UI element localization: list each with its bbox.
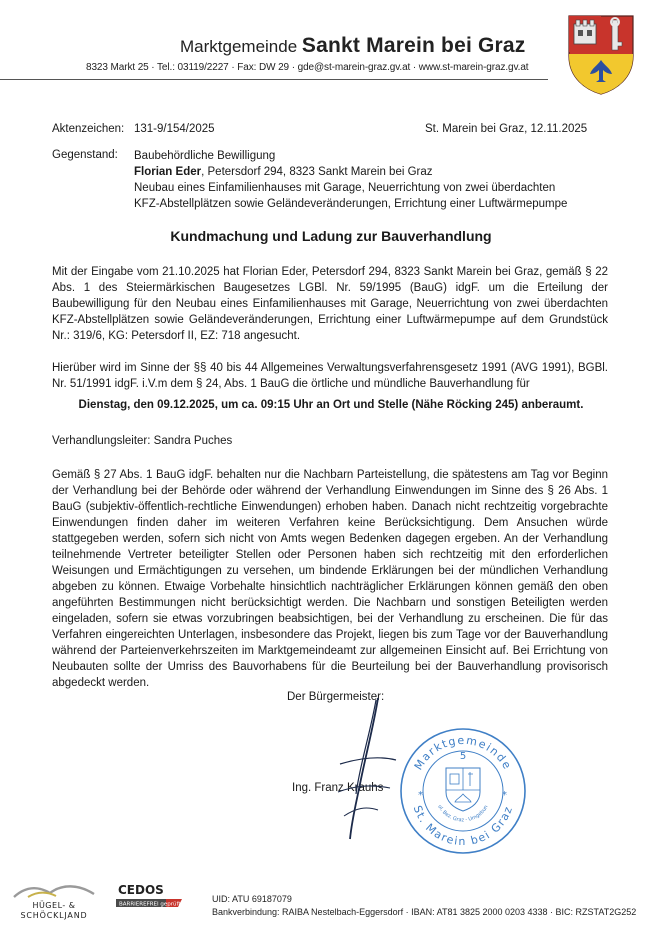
mayor-role: Der Bürgermeister: <box>287 691 385 703</box>
document-heading: Kundmachung und Ladung zur Bauverhandlung <box>170 228 492 244</box>
title-main: Sankt Marein bei Graz <box>301 34 526 57</box>
subject-project-line2: KFZ-Abstellplätzen sowie Geländeveränderungen, Errichtung einer Luftwärmepumpe <box>134 198 568 210</box>
subject-block <box>134 148 604 212</box>
paragraph-application: Mit der Eingabe vom 21.10.2025 hat Florian Eder, Petersdorf 294, 8323 Sankt Marein bei Graz, gemäß § 22 Abs. 1 des Steiermärkischen Baugesetzes LGBl. Nr. 59/1995 (BauG) idgF. um die Erteilung der Baubewilligung für den Neubau eines Einfamilienhauses mit Garage, Neuerrichtung von zwei überdachten KFZ-Abstellplätzen sowie Geländeveränderungen, Errichtung einer Luftwärmepumpe auf dem Grundstück Nr.: 319/6, KG: Petersdorf II, EZ: 718 angesucht. <box>52 266 608 342</box>
applicant-address: , Petersdorf 294, 8323 Sankt Marein bei Graz <box>201 166 433 178</box>
svg-text:HÜGEL- &: HÜGEL- & <box>32 901 76 910</box>
handwritten-signature-icon <box>330 694 400 844</box>
cedos-logo-icon <box>112 878 188 918</box>
place-date: St. Marein bei Graz, 12.11.2025 <box>425 123 588 135</box>
mayor-name: Ing. Franz Krauhs <box>292 782 384 794</box>
hearing-leader: Verhandlungsleiter: Sandra Puches <box>52 435 233 447</box>
footer-bank: Bankverbindung: RAIBA Nestelbach-Eggersdorf · IBAN: AT81 3825 2000 0203 4338 · BIC: RZSTAT2G252 <box>212 907 637 917</box>
appointment-line: Dienstag, den 09.12.2025, um ca. 09:15 Uhr an Ort und Stelle (Nähe Röcking 245) anberaumt. <box>78 399 584 411</box>
subject-applicant <box>134 164 604 180</box>
subject-type: Baubehördliche Bewilligung <box>134 150 276 162</box>
subject-label: Gegenstand: <box>52 149 118 161</box>
footer-bank-info <box>212 893 636 919</box>
header-divider <box>0 79 548 80</box>
file-number-label: Aktenzeichen: <box>52 123 125 135</box>
svg-text:Marktgemeinde: Marktgemeinde <box>411 733 515 773</box>
applicant-name: Florian Eder <box>134 166 202 178</box>
footer-uid: UID: ATU 69187079 <box>212 894 292 904</box>
svg-text:5: 5 <box>459 751 467 762</box>
title-prefix: Marktgemeinde <box>180 37 298 56</box>
paragraph-legal-notes: Gemäß § 27 Abs. 1 BauG idgF. behalten nur die Nachbarn Parteistellung, die spätestens am Tag vor Beginn der Verhandlung bei der Behörde oder während der Verhandlung Einwendungen im Sinne des § 26 Abs. 1 BauG (subjektiv-öffentlich-rechtliche Einwendungen) erhoben haben. Danach nicht rechtzeitig vorgebrachte Einwendungen finden daher im weiteren Verfahren keine Berücksichtigung. Dem Ansuchen würde stattgegeben werden, sofern sich nicht von Amts wegen Bedenken dagegen ergeben. An der Verhandlung teilnehmende Vertreter beteiligter Stellen oder Personen haben sich rechtzeitig mit den erforderlichen Weisungen und Ermächtigungen zu versehen, um bindende Erklärungen bei der mündlichen Verhandlung abgeben zu können. Etwaige Vorbehalte hinsichtlich nachträglicher Erklärungen können gemäß den oben angeführten Bestimmungen nicht berücksichtigt werden. Die Nachbarn und sonstigen Beteiligten werden eingeladen, sofern sie etwas vorzubringen beabsichtigen, bei der Verhandlung zu erscheinen. Die für das Verfahren eingereichten Unterlagen, insbesondere das Projekt, liegen bis zum Tage vor der Bauverhandlung während der Parteienverkehrszeiten im Marktgemeindeamt zur allgemeinen Einsicht auf. Bei Errichtung von Neubauten sollte der Umriss des Bauvorhabens für die Beurteilung bei der Bauverhandlung provisorisch abgedeckt werden. <box>52 469 608 689</box>
svg-text:BARRIEREFREI geprüft: BARRIEREFREI geprüft <box>119 901 181 908</box>
coat-of-arms-icon <box>566 12 636 96</box>
svg-text:SCHÖCKLJAND: SCHÖCKLJAND <box>20 911 88 920</box>
huegelland-logo-icon <box>8 880 100 920</box>
subject-project-line1: Neubau eines Einfamilienhauses mit Garage, Neuerrichtung von zwei überdachten <box>134 182 556 194</box>
svg-text:St. Marein bei Graz: St. Marein bei Graz <box>410 803 516 849</box>
svg-text:*: * <box>418 790 423 801</box>
paragraph-hearing: Hierüber wird im Sinne der §§ 40 bis 44 Allgemeines Verwaltungsverfahrensgesetz 1991 (AVG 1991), BGBl. Nr. 51/1991 idgF. i.V.m dem § 24, Abs. 1 BauG die örtliche und mündliche Bauverhandlung für <box>52 362 608 390</box>
contact-line: 8323 Markt 25 · Tel.: 03119/2227 · Fax: DW 29 · gde@st-marein-graz.gv.at · www.st-marein-graz.gv.at <box>86 62 529 73</box>
svg-text:*: * <box>502 790 507 801</box>
svg-text:CEDOS: CEDOS <box>118 883 164 897</box>
file-number: 131-9/154/2025 <box>134 123 215 135</box>
municipality-title <box>180 34 526 58</box>
official-stamp-icon <box>398 726 528 856</box>
svg-text:Pol. Bez. Graz - Umgebung: ol. Bez. Graz - Umgebun <box>436 804 490 824</box>
